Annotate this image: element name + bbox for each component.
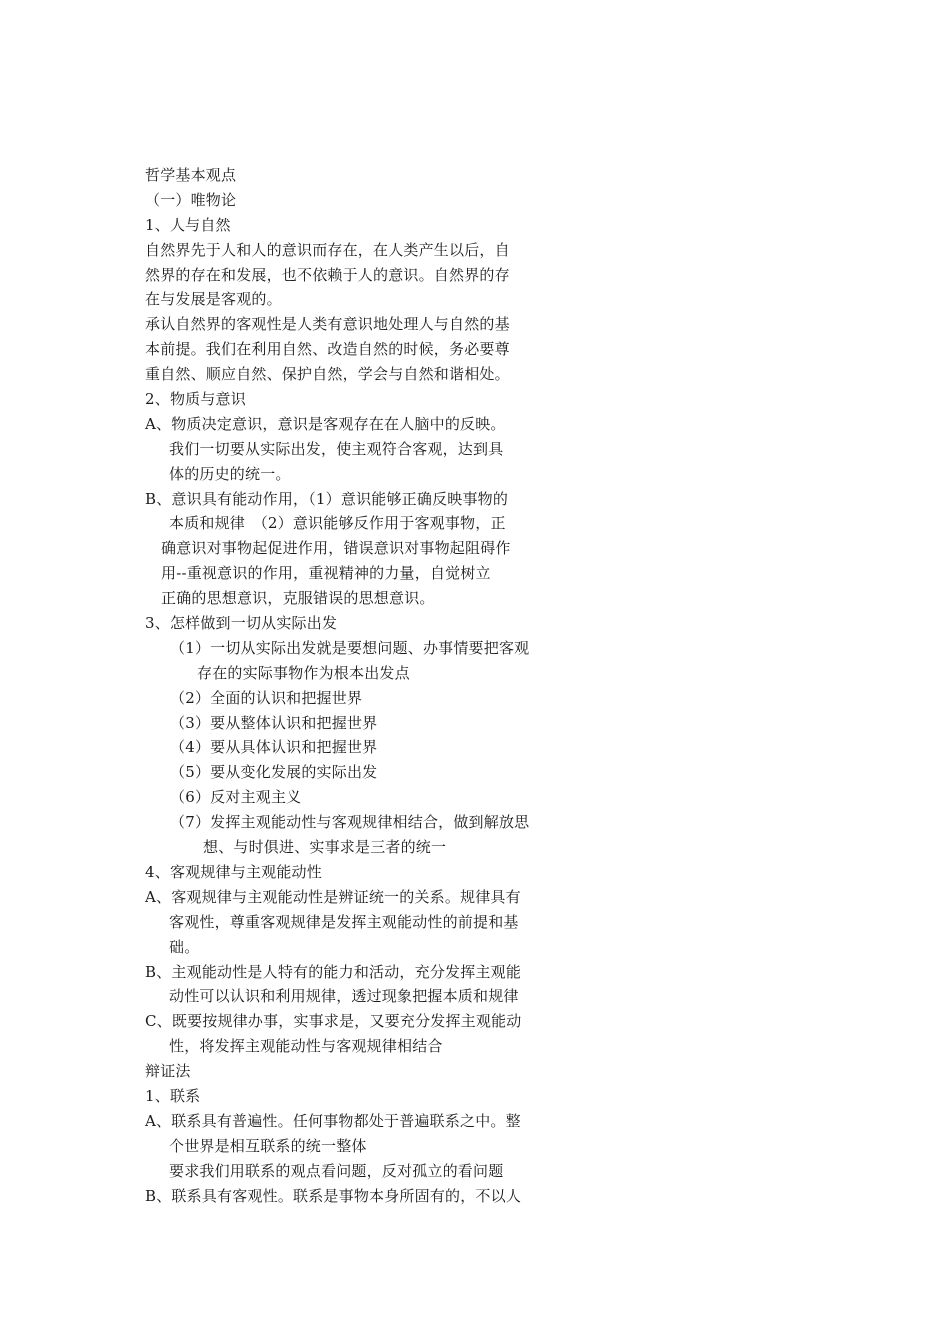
list-item-continuation: 体的历史的统一。 [169, 464, 291, 483]
list-item-continuation: 础。 [169, 937, 200, 956]
list-item: B、联系具有客观性。联系是事物本身所固有的，不以人 [145, 1186, 522, 1205]
list-item: A、客观规律与主观能动性是辨证统一的关系。规律具有 [145, 887, 521, 906]
paragraph-line: 在与发展是客观的。 [145, 290, 282, 309]
numbered-item: （7）发挥主观能动性与客观规律相结合，做到解放思 [170, 813, 530, 832]
numbered-item: （6）反对主观主义 [170, 788, 302, 807]
list-item-continuation: 动性可以认识和利用规律，透过现象把握本质和规律 [169, 987, 519, 1006]
list-item-continuation: 性，将发挥主观能动性与客观规律相结合 [169, 1037, 443, 1056]
list-item: A、物质决定意识，意识是客观存在在人脑中的反映。 [145, 414, 506, 433]
list-item-continuation: 用--重视意识的作用，重视精神的力量，自觉树立 [161, 564, 491, 583]
numbered-item: （1）一切从实际出发就是要想问题、办事情要把客观 [170, 638, 530, 657]
numbered-item-continuation: 存在的实际事物作为根本出发点 [197, 663, 410, 682]
list-item-continuation: 要求我们用联系的观点看问题，反对孤立的看问题 [169, 1161, 504, 1180]
subsection-heading: 1、人与自然 [145, 215, 231, 234]
subsection-heading: 2、物质与意识 [145, 390, 246, 409]
list-item-continuation: 本质和规律 （2）意识能够反作用于客观事物，正 [169, 514, 506, 533]
section-heading: （一）唯物论 [145, 190, 237, 209]
list-item-continuation: 确意识对事物起促进作用，错误意识对事物起阻碍作 [161, 539, 511, 558]
paragraph-line: 重自然、顺应自然、保护自然，学会与自然和谐相处。 [145, 365, 510, 384]
subsection-heading: 3、怎样做到一切从实际出发 [145, 614, 338, 633]
numbered-item: （4）要从具体认识和把握世界 [170, 738, 378, 757]
paragraph-line: 承认自然界的客观性是人类有意识地处理人与自然的基 [145, 315, 510, 334]
list-item: B、意识具有能动作用，（1）意识能够正确反映事物的 [145, 489, 509, 508]
paragraph-line: 本前提。我们在利用自然、改造自然的时候，务必要尊 [145, 340, 510, 359]
document-title: 哲学基本观点 [145, 166, 237, 184]
list-item: A、联系具有普遍性。任何事物都处于普遍联系之中。整 [145, 1111, 521, 1130]
paragraph-line: 然界的存在和发展，也不依赖于人的意识。自然界的存 [145, 265, 510, 284]
subsection-heading: 4、客观规律与主观能动性 [145, 862, 322, 881]
list-item-continuation: 我们一切要从实际出发，使主观符合客观，达到具 [169, 439, 504, 458]
list-item-continuation: 客观性，尊重客观规律是发挥主观能动性的前提和基 [169, 912, 519, 931]
list-item-continuation: 正确的思想意识，克服错误的思想意识。 [161, 589, 435, 608]
numbered-item: （2）全面的认识和把握世界 [170, 688, 363, 707]
numbered-item-continuation: 想、与时俱进、实事求是三者的统一 [203, 838, 447, 857]
subsection-heading: 1、联系 [145, 1086, 201, 1105]
list-item: C、既要按规律办事，实事求是，又要充分发挥主观能动 [145, 1012, 522, 1031]
document-body [145, 163, 560, 1208]
numbered-item: （3）要从整体认识和把握世界 [170, 713, 378, 732]
paragraph-line: 自然界先于人和人的意识而存在，在人类产生以后，自 [145, 240, 510, 259]
list-item: B、主观能动性是人特有的能力和活动，充分发挥主观能 [145, 962, 522, 981]
list-item-continuation: 个世界是相互联系的统一整体 [169, 1136, 367, 1155]
section-heading: 辩证法 [145, 1062, 191, 1081]
numbered-item: （5）要从变化发展的实际出发 [170, 763, 378, 782]
